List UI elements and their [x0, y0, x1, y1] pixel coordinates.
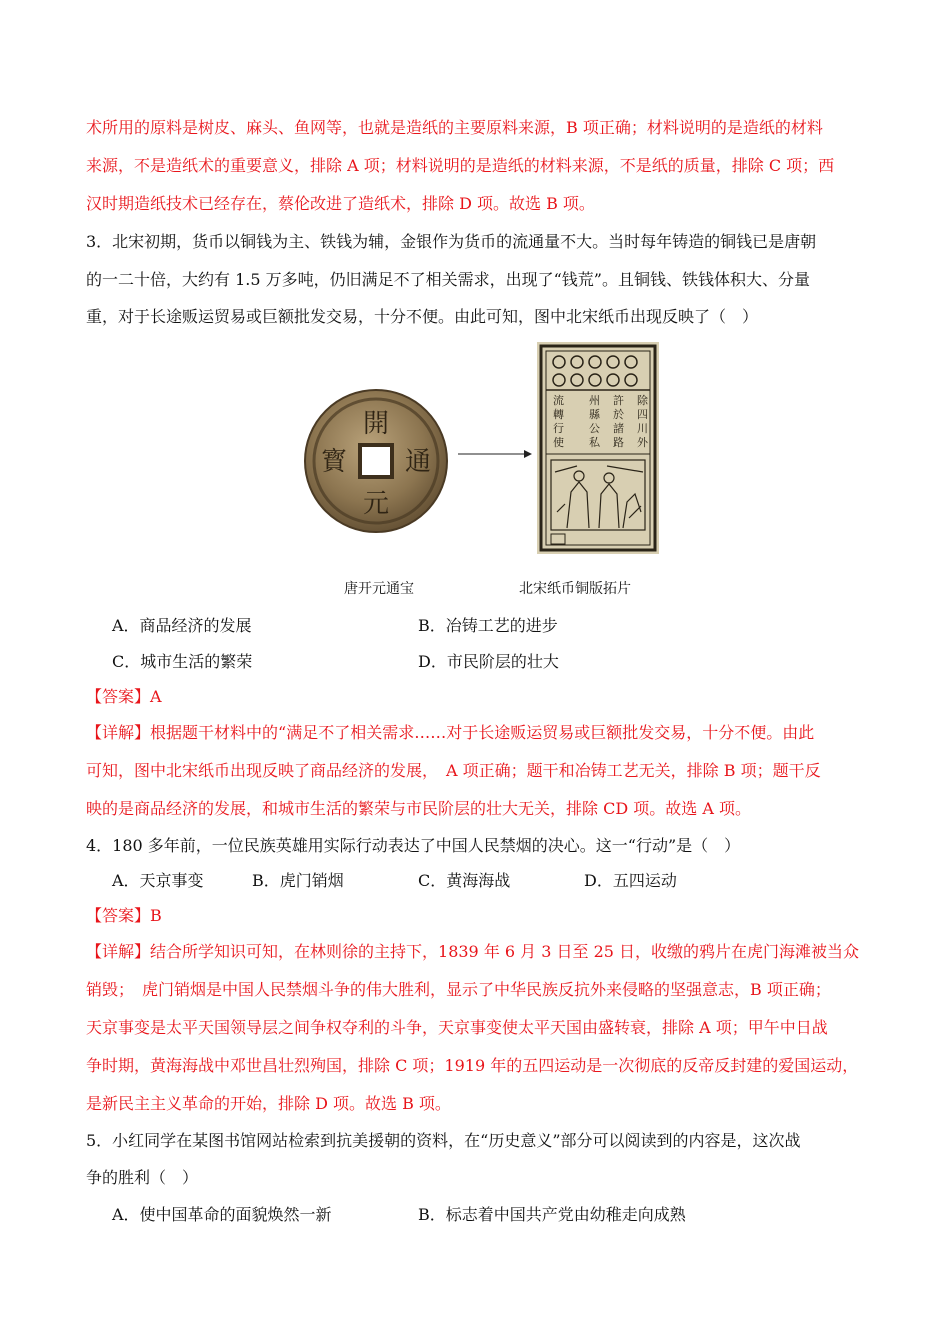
- q4-detail-tag: 【详解】: [86, 942, 151, 961]
- q5-option-a: A．使中国革命的面貌焕然一新: [112, 1205, 332, 1224]
- q4-option-c: C．黄海海战: [418, 871, 511, 890]
- note-glyph-7: 諸: [613, 422, 624, 435]
- q3-option-c: C．城市生活的繁荣: [112, 652, 253, 671]
- q2-detail-line-2: 来源，不是造纸术的重要意义，排除 A 项；材料说明的是造纸的材料来源，不是纸的质量，排除 C 项；西: [86, 156, 835, 175]
- note-glyph-14: 轉: [553, 408, 564, 421]
- note-glyph-8: 路: [613, 436, 624, 449]
- coin-glyph-left: 寳: [320, 447, 348, 477]
- note-glyph-1: 除: [637, 394, 648, 407]
- q4-detail-line-5: 是新民主主义革命的开始，排除 D 项。故选 B 项。: [86, 1094, 451, 1113]
- q3-option-a: A．商品经济的发展: [112, 616, 252, 635]
- note-glyph-10: 縣: [589, 408, 600, 421]
- q4-option-d: D．五四运动: [584, 871, 677, 890]
- q3-option-d: D．市民阶层的壮大: [418, 652, 559, 671]
- coin-caption: 唐开元通宝: [344, 581, 414, 597]
- coin-glyph-top: 開: [362, 409, 390, 439]
- q2-detail-line-1: 术所用的原料是树皮、麻头、鱼网等，也就是造纸的主要原料来源，B 项正确；材料说明的是造纸的材料: [86, 118, 823, 137]
- northern-song-banknote-image: [537, 342, 659, 554]
- q4-stem: 4．180 多年前，一位民族英雄用实际行动表达了中国人民禁烟的决心。这一“行动”是（ ）: [86, 836, 741, 855]
- q3-detail-text-1: 根据题干材料中的“满足不了相关需求……对于长途贩运贸易或巨额批发交易，十分不便。由此: [150, 723, 815, 742]
- q3-answer: 【答案】A: [86, 687, 162, 706]
- note-glyph-3: 川: [637, 422, 648, 435]
- q3-option-b: B．冶铸工艺的进步: [418, 616, 558, 635]
- q4-answer: 【答案】B: [86, 906, 162, 925]
- q3-detail-line-2: 可知，图中北宋纸币出现反映了商品经济的发展， A 项正确；题干和冶铸工艺无关，排除 B 项；题干反: [86, 761, 821, 780]
- note-glyph-13: 流: [553, 394, 564, 407]
- q4-detail-line-3: 天京事变是太平天国领导层之间争权夺利的斗争，天京事变使太平天国由盛转衰，排除 A 项；甲午中日战: [86, 1018, 828, 1037]
- note-glyph-16: 使: [553, 436, 564, 449]
- q4-detail-line-4: 争时期，黄海海战中邓世昌壮烈殉国，排除 C 项；1919 年的五四运动是一次彻底的反帝反封建的爱国运动，: [86, 1056, 859, 1075]
- note-glyph-2: 四: [637, 408, 648, 421]
- q5-option-b: B．标志着中国共产党由幼稚走向成熟: [418, 1205, 686, 1224]
- note-glyph-5: 許: [613, 394, 624, 407]
- q3-stem-line-2: 的一二十倍，大约有 1.5 万多吨，仍旧满足不了相关需求，出现了“钱荒”。且铜钱、铁钱体积大、分量: [86, 270, 810, 289]
- q3-detail-line-1: [86, 723, 876, 743]
- q3-stem-line-1: 3．北宋初期，货币以铜钱为主、铁钱为辅，金银作为货币的流通量不大。当时每年铸造的铜钱已是唐朝: [86, 232, 817, 251]
- note-glyph-4: 外: [637, 436, 648, 449]
- q4-detail-text-1: 结合所学知识可知，在林则徐的主持下，1839 年 6 月 3 日至 25 日，收缴的鸦片在虎门海滩被当众: [150, 942, 860, 961]
- q3-detail-line-3: 映的是商品经济的发展，和城市生活的繁荣与市民阶层的壮大无关，排除 CD 项。故选 A 项。: [86, 799, 751, 818]
- coin-glyph-bottom: 元: [362, 489, 390, 519]
- arrow-icon: [458, 448, 532, 460]
- note-glyph-15: 行: [553, 422, 564, 435]
- coin-glyph-right: 通: [404, 447, 432, 477]
- q4-detail-line-1: [86, 942, 876, 962]
- q3-stem-line-3: 重，对于长途贩运贸易或巨额批发交易，十分不便。由此可知，图中北宋纸币出现反映了（ ）: [86, 307, 759, 326]
- banknote-caption: 北宋纸币铜版拓片: [519, 581, 631, 597]
- q5-stem-line-2: 争的胜利（ ）: [86, 1168, 199, 1187]
- note-glyph-9: 州: [589, 394, 600, 407]
- q5-stem-line-1: 5．小红同学在某图书馆网站检索到抗美援朝的资料，在“历史意义”部分可以阅读到的内容是，这次战: [86, 1131, 801, 1150]
- q4-option-a: A．天京事变: [112, 871, 204, 890]
- q3-detail-tag: 【详解】: [86, 723, 151, 742]
- note-glyph-11: 公: [589, 422, 600, 435]
- q4-option-b: B．虎门销烟: [252, 871, 344, 890]
- q2-detail-line-3: 汉时期造纸技术已经存在，蔡伦改进了造纸术，排除 D 项。故选 B 项。: [86, 194, 595, 213]
- kaiyuan-coin-image: [303, 388, 449, 534]
- note-glyph-12: 私: [589, 436, 600, 449]
- note-glyph-6: 於: [613, 408, 624, 421]
- q4-detail-line-2: 销毁； 虎门销烟是中国人民禁烟斗争的伟大胜利，显示了中华民族反抗外来侵略的坚强意志，B 项正确；: [86, 980, 831, 999]
